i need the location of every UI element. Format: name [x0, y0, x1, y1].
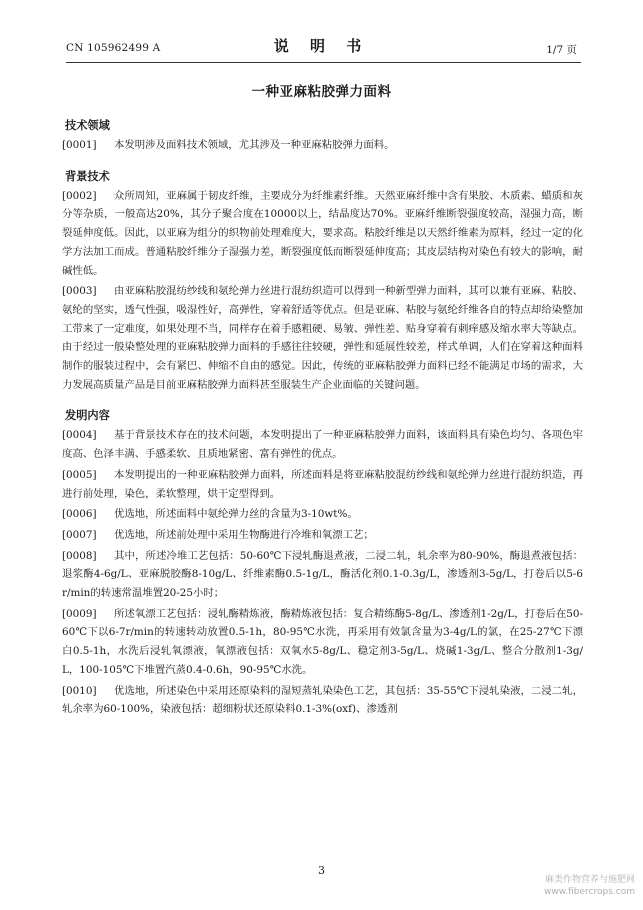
watermark-line-2: www.fibercrops.com — [544, 887, 635, 897]
paragraph — [62, 426, 583, 463]
paragraph-text: 本发明涉及面料技术领域，尤其涉及一种亚麻粘胶弹力面料。 — [114, 139, 395, 151]
section-heading-background: 背景技术 — [65, 168, 110, 183]
watermark-line-1: 麻类作物营养与施肥网 — [544, 875, 635, 885]
paragraph-text: 本发明提出的一种亚麻粘胶弹力面料，所述面料是将亚麻粘胶混纺纱线和氨纶弹力丝进行混纺织造，再进行前处理，染色，柔软整理，烘干定型得到。 — [62, 468, 583, 500]
paragraph-text: 优选地，所述前处理中采用生物酶进行冷堆和氧漂工艺； — [114, 528, 374, 541]
paragraph — [62, 682, 583, 719]
paragraph-text: 优选地，所述面料中氨纶弹力丝的含量为3-10wt%。 — [114, 508, 358, 521]
paragraph-number: [0001] — [62, 139, 97, 151]
paragraph-text: 由亚麻粘胶混纺纱线和氨纶弹力丝进行混纺织造可以得到一种新型弹力面料，其可以兼有亚麻、粘胶、氨纶的坚实，透气性强，吸湿性好，高弹性，穿着舒适等优点。但是亚麻、粘胶与氨纶纤维各自的特点却给染整加工带来了一定难度，如果处理不当，同样存在着手感粗硬、易皱、弹性差、贴身穿着有刺痒感及缩水率大等缺点。由于经过一般染整处理的亚麻粘胶弹力面料的手感往往较硬，弹性和延展性较差，样式单调，人们在穿着这种面料制作的服装过程中，会有紧巴、伸缩不自由的感觉。因此，传统的亚麻粘胶弹力面料已经不能满足市场的需求，大力发展高质量产品是目前亚麻粘胶弹力面料甚至服装生产企业面临的关键问题。 — [62, 285, 583, 391]
paragraph-text: 其中，所述冷堆工艺包括：50-60℃下浸轧酶退煮液，二浸二轧，轧余率为80-90%，酶退煮液包括：退浆酶4-6g/L、亚麻脱胶酶8-10g/L、纤维素酶0.5-1g/L，酶活化剂0.1-0.3g/L，渗透剂3-5g/L，打卷后以5-6r/min的转速常温堆置20-25小时； — [62, 549, 583, 600]
document-type: 说 明 书 — [273, 37, 370, 55]
paragraph-number: [0009] — [62, 607, 97, 620]
paragraph — [62, 282, 583, 394]
section-heading-technical-field: 技术领域 — [65, 118, 110, 132]
paragraph-number: [0010] — [62, 684, 97, 697]
watermark — [544, 874, 635, 898]
paragraph-number: [0007] — [62, 528, 97, 541]
paragraph — [62, 466, 583, 503]
paragraph-text: 众所周知，亚麻属于韧皮纤维，主要成分为纤维素纤维。天然亚麻纤维中含有果胶、木质素、蜡质和灰分等杂质，一般高达20%，其分子聚合度在10000以上，结晶度达70%。亚麻纤维断裂强度较高，湿强力高，断裂延伸度低。因此，以亚麻为组分的织物前处理难度大，要求高。粘胶纤维是以天然纤维素为原料，经过一定的化学方法加工而成。普通粘胶纤维分子湿强力差，断裂强度低而断裂延伸度高；其皮层结构对染色有较大的影响，耐碱性低。 — [62, 189, 583, 277]
paragraph-number: [0004] — [62, 429, 97, 442]
paragraph — [62, 605, 583, 680]
paragraph-text: 优选地，所述染色中采用还原染料的湿短蒸轧染染色工艺，其包括：35-55℃下浸轧染液，二浸二轧，轧余率为60-100%，染液包括：超细粉状还原染料0.1-3%(oxf)、渗透剂 — [62, 684, 583, 716]
paragraph-number: [0006] — [62, 508, 97, 521]
section-heading-invention-content: 发明内容 — [65, 408, 110, 423]
patent-number: CN 105962499 A — [66, 42, 161, 54]
paragraph — [62, 547, 583, 603]
document-title: 一种亚麻粘胶弹力面料 — [251, 84, 392, 100]
page-number: 3 — [318, 864, 325, 877]
paragraph-number: [0002] — [62, 189, 97, 202]
paragraph — [62, 505, 583, 524]
paragraph — [62, 526, 583, 545]
header-divider — [66, 62, 581, 63]
paragraph-number: [0008] — [62, 549, 97, 562]
page-info: 1/7 页 — [546, 44, 577, 56]
paragraph-text: 基于背景技术存在的技术问题，本发明提出了一种亚麻粘胶弹力面料，该面料具有染色均匀、各项色牢度高、色泽丰满、手感柔软、且质地紧密、富有弹性的优点。 — [62, 429, 583, 461]
paragraph-text: 所述氧漂工艺包括：浸轧酶精炼液，酶精炼液包括：复合精练酶5-8g/L、渗透剂1-2g/L，打卷后在50-60℃下以6-7r/min的转速转动放置0.5-1h，80-95℃水洗，再采用有效氯含量为3-4g/L的氯，在25-27℃下漂白0.5-1h，水洗后浸轧氧漂液，氧漂液包括：双氧水5-8g/L、稳定剂3-5g/L、烧碱1-3g/L、整合分散剂1-3g/L，100-105℃下堆置汽蒸0.4-0.6h，90-95℃水洗。 — [62, 607, 583, 676]
paragraph — [62, 187, 583, 281]
paragraph-number: [0003] — [62, 285, 97, 298]
paragraph — [62, 136, 583, 155]
document-body — [62, 116, 583, 721]
paragraph-number: [0005] — [62, 468, 97, 481]
